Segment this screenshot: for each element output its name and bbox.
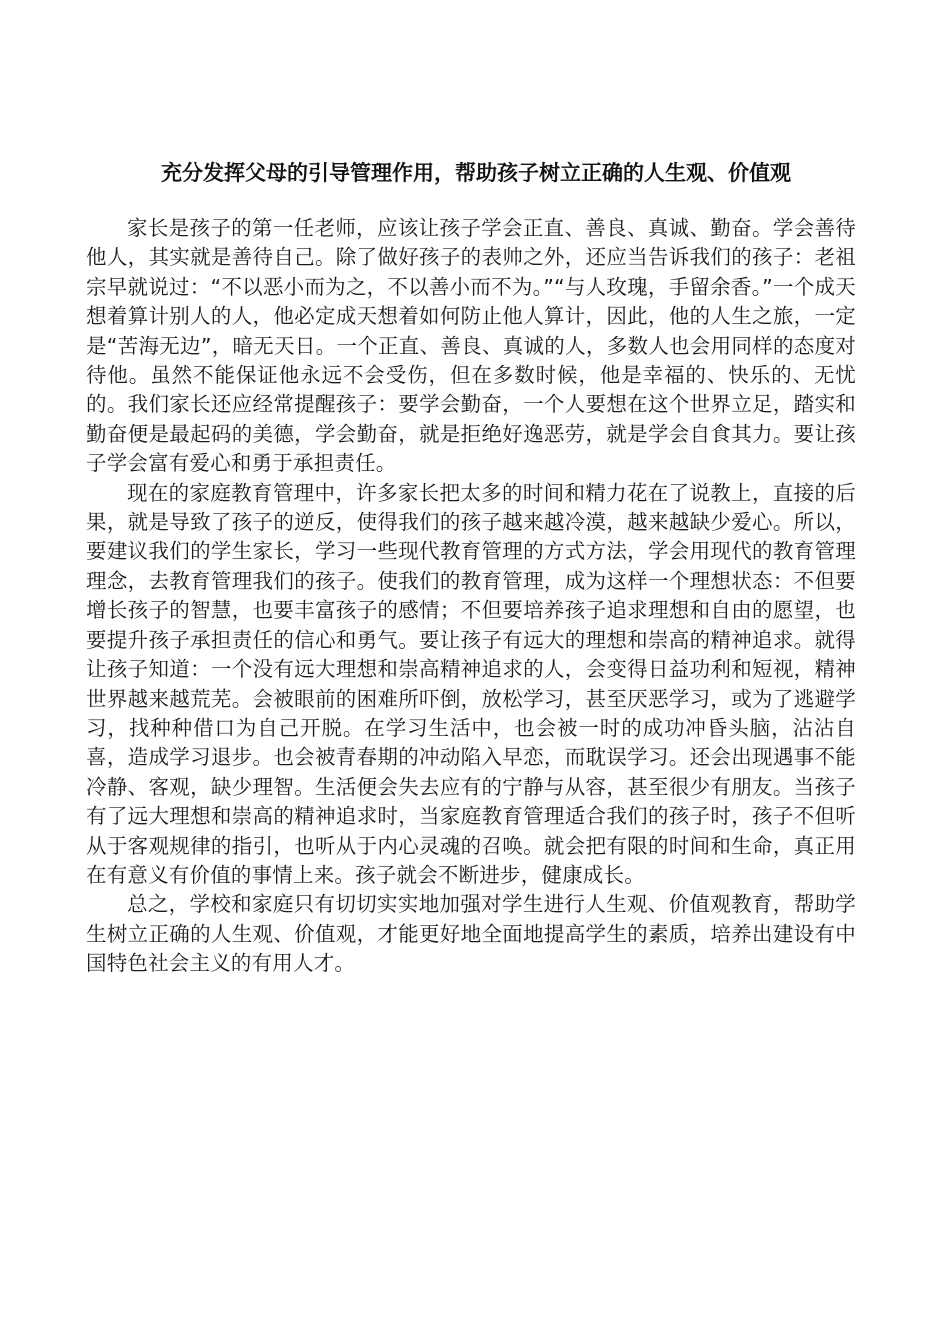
paragraph-1: 家长是孩子的第一任老师，应该让孩子学会正直、善良、真诚、勤奋。学会善待他人，其实就是善待自己。除了做好孩子的表帅之外，还应当告诉我们的孩子：老祖宗早就说过：“不以恶小而为之，不以善小而不为。”“与人玫瑰，手留余香。”一个成天想着算计别人的人，他必定成天想着如何防止他人算计，因此，他的人生之旅，一定是“苦海无边”，暗无天日。一个正直、善良、真诚的人，多数人也会用同样的态度对待他。虽然不能保证他永远不会受伤，但在多数时候，他是幸福的、快乐的、无忧的。我们家长还应经常提醒孩子：要学会勤奋，一个人要想在这个世界立足，踏实和勤奋便是最起码的美德，学会勤奋，就是拒绝好逸恶劳，就是学会自食其力。要让孩子学会富有爱心和勇于承担责任。: [86, 216, 856, 476]
paragraph-3: 总之，学校和家庭只有切切实实地加强对学生进行人生观、价值观教育，帮助学生树立正确的人生观、价值观，才能更好地全面地提高学生的素质，培养出建设有中国特色社会主义的有用人才。: [86, 892, 856, 976]
document-title: 充分发挥父母的引导管理作用，帮助孩子树立正确的人生观、价值观: [161, 161, 791, 185]
paragraph-2: 现在的家庭教育管理中，许多家长把太多的时间和精力花在了说教上，直接的后果，就是导致了孩子的逆反，使得我们的孩子越来越冷漠，越来越缺少爱心。所以，要建议我们的学生家长，学习一些现代教育管理的方式方法，学会用现代的教育管理理念，去教育管理我们的孩子。使我们的教育管理，成为这样一个理想状态：不但要增长孩子的智慧，也要丰富孩子的感情；不但要培养孩子追求理想和自由的愿望，也要提升孩子承担责任的信心和勇气。要让孩子有远大的理想和崇高的精神追求。就得让孩子知道：一个没有远大理想和崇高精神追求的人，会变得日益功利和短视，精神世界越来越荒芜。会被眼前的困难所吓倒，放松学习，甚至厌恶学习，或为了逃避学习，找种种借口为自己开脱。在学习生活中，也会被一时的成功冲昏头脑，沾沾自喜，造成学习退步。也会被青春期的冲动陷入早恋，而耽误学习。还会出现遇事不能冷静、客观，缺少理智。生活便会失去应有的宁静与从容，甚至很少有朋友。当孩子有了远大理想和崇高的精神追求时，当家庭教育管理适合我们的孩子时，孩子不但听从于客观规律的指引，也听从于内心灵魂的召唤。就会把有限的时间和生命，真正用在有意义有价值的事情上来。孩子就会不断进步，健康成长。: [86, 480, 856, 887]
document-body: [86, 214, 856, 979]
